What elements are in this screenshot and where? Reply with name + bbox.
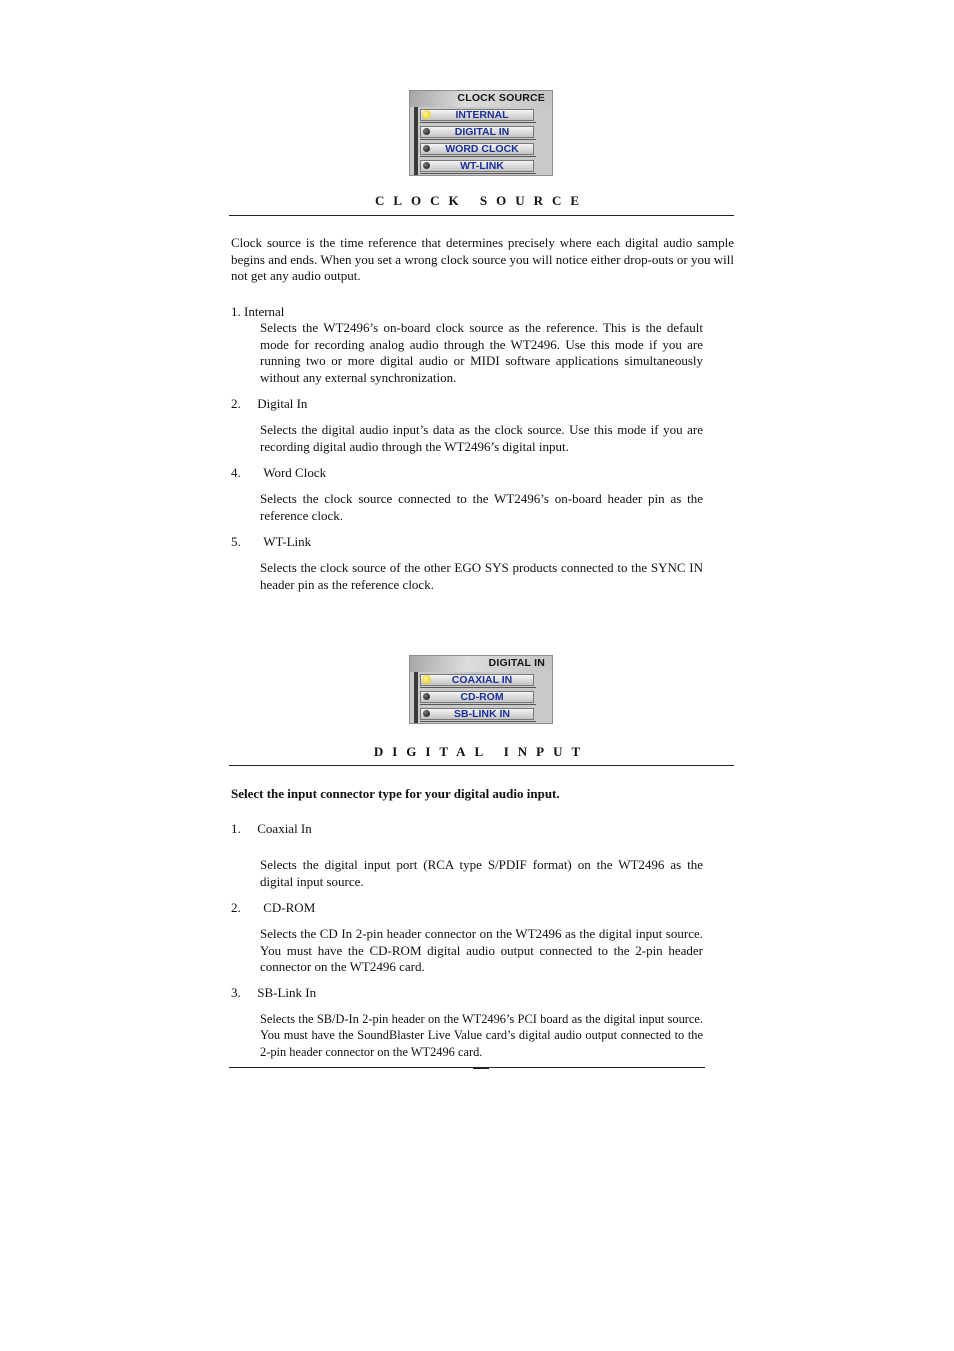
option-divider [420,156,536,157]
item-description: Selects the digital input port (RCA type S/PDIF format) on the WT2496 as the digital input source. [260,857,703,889]
clock-option-wt-link[interactable] [410,158,552,175]
panel-title: CLOCK SOURCE [457,92,545,104]
item-number: 1. [231,821,241,836]
item-number: 4. [231,465,241,480]
option-strip [414,689,418,706]
option-strip [414,706,418,723]
footer-divider [229,1067,705,1068]
list-item-heading [231,821,312,838]
list-item-heading [231,396,307,413]
option-label: WORD CLOCK [445,143,519,155]
digital-in-panel [409,655,553,724]
digital-option-cd-rom[interactable] [410,689,552,706]
option-divider [420,721,536,722]
item-number: 2. [231,900,241,915]
option-strip [414,107,418,124]
item-label: Word Clock [263,465,327,480]
list-item-heading [231,465,326,482]
option-label: DIGITAL IN [454,126,510,138]
list-item-heading [231,304,284,321]
clock-source-panel [409,90,553,176]
digital-option-coaxial-in[interactable] [410,672,552,689]
option-divider [420,122,536,123]
option-strip [414,672,418,689]
panel-header [410,91,552,107]
radio-led-icon[interactable] [423,693,430,700]
item-label: Digital In [257,396,308,411]
section-divider [229,215,734,216]
section-divider [229,765,734,766]
item-description: Selects the digital audio input’s data as the clock source. Use this mode if you are recording digital audio through the WT2496’s digital input. [260,422,703,454]
panel-title: DIGITAL IN [488,657,545,669]
option-strip [414,141,418,158]
item-number: 5. [231,534,241,549]
list-item-heading [231,900,315,917]
clock-option-word-clock[interactable] [410,141,552,158]
digital-option-sb-link-in[interactable] [410,706,552,723]
clock-option-internal[interactable] [410,107,552,124]
digital-intro-paragraph: Select the input connector type for your digital audio input. [231,786,560,801]
list-item-heading [231,985,316,1002]
radio-led-icon[interactable] [423,145,430,152]
item-description: Selects the CD In 2-pin header connector on the WT2496 as the digital input source. You must have the CD-ROM digital audio output connected to the 2-pin header connector on the WT2496 card. [260,926,703,975]
option-strip [414,124,418,141]
option-strip [414,158,418,175]
section-title-clock-source: CLOCK SOURCE [374,193,589,208]
item-number: 2. [231,396,241,411]
option-label: INTERNAL [455,109,509,121]
item-label: CD-ROM [263,900,316,915]
option-label: SB-LINK IN [454,708,510,720]
item-description: Selects the WT2496’s on-board clock source as the reference. This is the default mode for recording analog audio through the WT2496. Use this mode if you are running two or more digital audio or MIDI software applications simultaneously without any external synchronization. [260,320,703,386]
item-number: 1. [231,304,241,319]
item-description: Selects the clock source of the other EGO SYS products connected to the SYNC IN header pin as the reference clock. [260,560,703,592]
item-label: SB-Link In [257,985,317,1000]
radio-led-icon[interactable] [423,710,430,717]
option-divider [420,687,536,688]
item-description: Selects the clock source connected to the WT2496’s on-board header pin as the reference clock. [260,491,703,523]
option-label: CD-ROM [460,691,504,703]
radio-led-icon[interactable] [423,128,430,135]
option-label: WT-LINK [460,160,504,172]
panel-header [410,656,552,672]
item-description: Selects the SB/D-In 2-pin header on the WT2496’s PCI board as the digital input source. You must have the SoundBlaster Live Value card’s digital audio output connected to the 2-pin header connector on the WT2496 card. [260,1012,703,1059]
clock-intro-paragraph: Clock source is the time reference that determines precisely where each digital audio sample begins and ends. When you set a wrong clock source you will notice either drop-outs or you will not get any audio output. [231,235,734,284]
item-label: Internal [244,304,285,319]
radio-led-icon[interactable] [423,162,430,169]
section-title-digital-input: DIGITAL INPUT [373,744,590,759]
list-item-heading [231,534,311,551]
option-divider [420,704,536,705]
footer-page-mark [473,1068,489,1069]
option-divider [420,139,536,140]
item-label: Coaxial In [257,821,312,836]
clock-option-digital-in[interactable] [410,124,552,141]
option-label: COAXIAL IN [451,674,513,686]
option-divider [420,173,536,174]
item-label: WT-Link [263,534,312,549]
item-number: 3. [231,985,241,1000]
